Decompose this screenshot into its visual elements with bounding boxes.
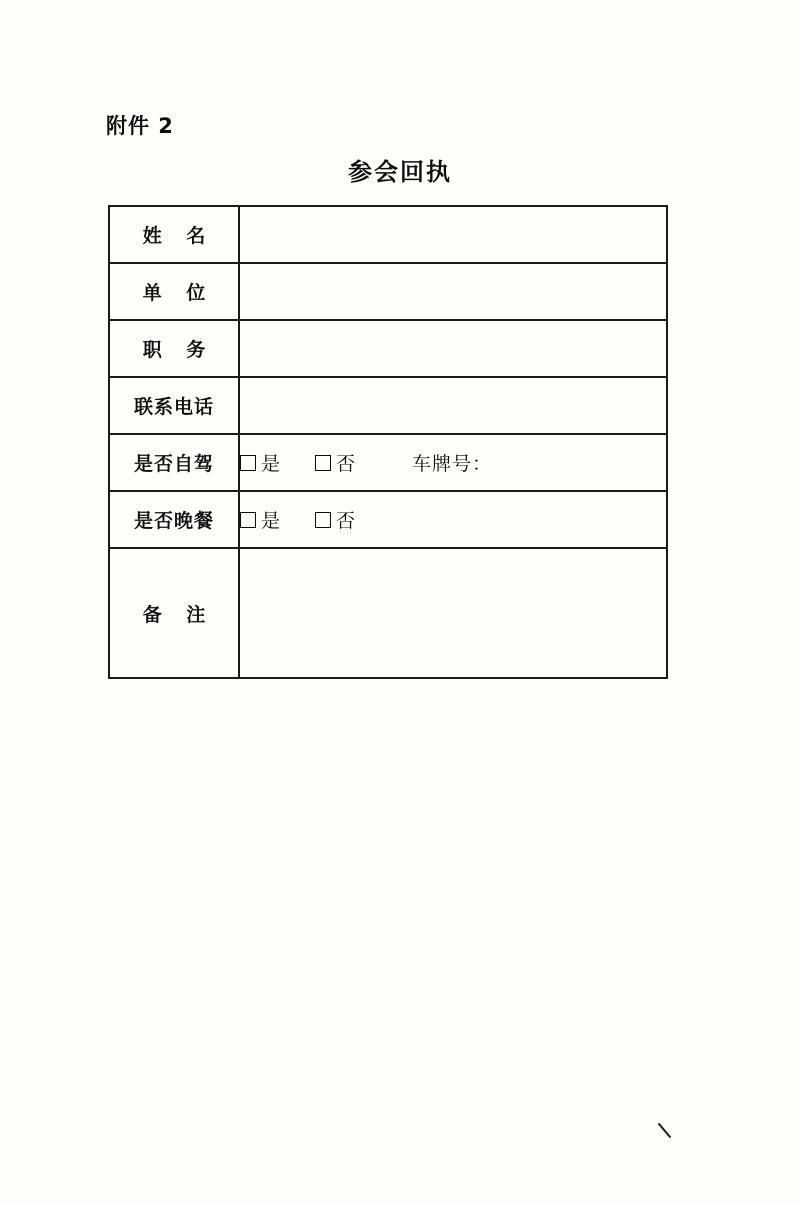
input-position[interactable] — [239, 320, 667, 377]
plate-number-label: 车牌号： — [412, 453, 493, 475]
checkbox-dinner-no[interactable] — [315, 506, 356, 533]
label-text: 职 务 — [142, 339, 215, 361]
table-row — [109, 434, 667, 491]
label-text: 是否自驾 — [133, 453, 214, 475]
label-text: 联系电话 — [133, 396, 214, 418]
dinner-options — [239, 491, 667, 548]
label-text: 姓 名 — [142, 225, 215, 247]
checkbox-icon[interactable] — [240, 512, 256, 528]
row-label-self-drive — [109, 434, 239, 491]
row-label-name — [109, 206, 239, 263]
table-row — [109, 206, 667, 263]
checkbox-label: 否 — [336, 453, 357, 475]
attachment-label: 附件 2 — [106, 114, 174, 138]
checkbox-dinner-yes[interactable] — [240, 506, 281, 533]
input-phone[interactable] — [239, 377, 667, 434]
checkbox-icon[interactable] — [315, 512, 331, 528]
row-label-position — [109, 320, 239, 377]
label-text: 单 位 — [142, 282, 215, 304]
row-label-dinner — [109, 491, 239, 548]
table-row — [109, 377, 667, 434]
checkbox-icon[interactable] — [240, 455, 256, 471]
checkbox-self-drive-no[interactable] — [315, 449, 356, 476]
pen-stroke-icon — [657, 1122, 675, 1140]
input-unit[interactable] — [239, 263, 667, 320]
page-title: 参会回执 — [348, 158, 452, 186]
row-label-phone — [109, 377, 239, 434]
checkbox-icon[interactable] — [315, 455, 331, 471]
label-text: 是否晚餐 — [133, 510, 214, 532]
self-drive-options — [239, 434, 667, 491]
table-row — [109, 320, 667, 377]
table-row — [109, 491, 667, 548]
checkbox-label: 否 — [336, 510, 357, 532]
label-text: 备 注 — [142, 603, 215, 626]
checkbox-label: 是 — [261, 453, 282, 475]
row-label-unit — [109, 263, 239, 320]
input-remark[interactable] — [239, 548, 667, 678]
registration-form-table — [108, 205, 668, 679]
table-row — [109, 263, 667, 320]
checkbox-self-drive-yes[interactable] — [240, 449, 281, 476]
table-row — [109, 548, 667, 678]
row-label-remark — [109, 548, 239, 678]
checkbox-label: 是 — [261, 510, 282, 532]
input-name[interactable] — [239, 206, 667, 263]
